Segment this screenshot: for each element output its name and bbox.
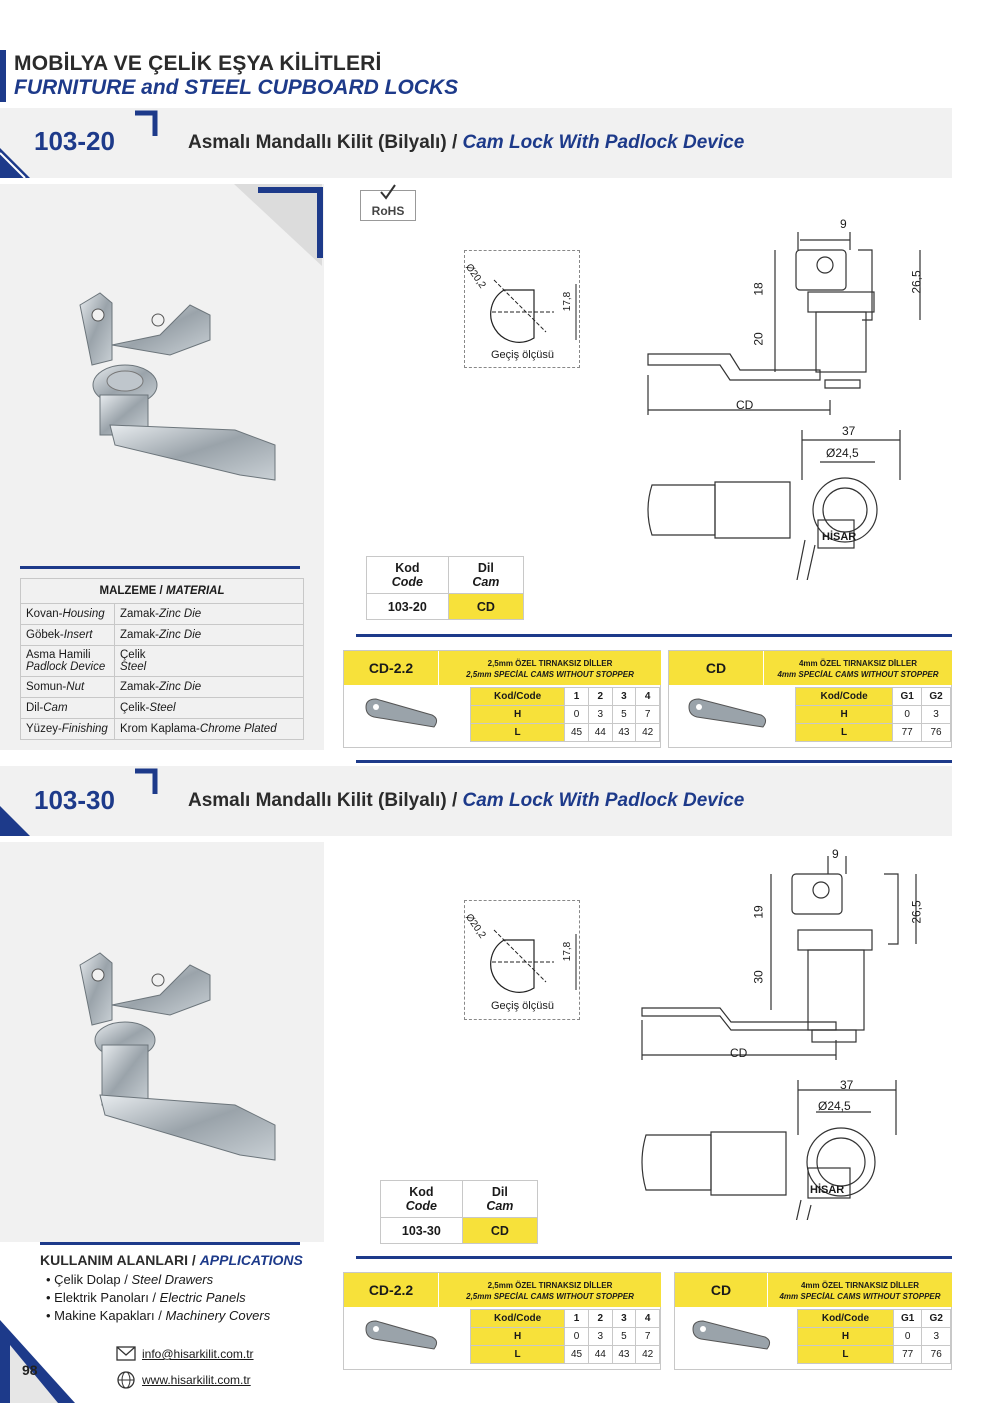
cam-title-cd22 [439, 651, 661, 685]
cam-title-en: 4mm SPECİAL CAMS WITHOUT STOPPER [779, 1292, 941, 1301]
technical-drawing-2 [636, 850, 936, 1220]
part-tr: Asma Hamili [26, 649, 91, 661]
application-item [46, 1271, 270, 1289]
cam-grid-cd [797, 1309, 951, 1364]
photo-corner-decoration [234, 184, 326, 274]
applications-rule [40, 1242, 300, 1245]
product-title-tr: Asmalı Mandallı Kilit (Bilyalı) / [188, 132, 458, 153]
col-header: 4 [636, 1310, 660, 1328]
cam-code-cd: CD [675, 1273, 767, 1307]
material-table [20, 578, 304, 740]
material-row [21, 719, 304, 740]
dim-9-label: 9 [840, 217, 847, 231]
website-link[interactable]: www.hisarkilit.com.tr [142, 1373, 251, 1387]
material-row [21, 625, 304, 646]
mat-tr: Zamak- [120, 629, 159, 641]
code-header-tr: Kod [409, 1185, 434, 1199]
part-tr: Somun- [26, 681, 67, 693]
dim-19-label: 19 [751, 905, 766, 919]
material-heading [21, 579, 304, 604]
part-en: Cam [43, 702, 68, 714]
cam-title-tr: 2,5mm ÖZEL TIRNAKSIZ DİLLER [487, 1281, 613, 1290]
row-header: H [796, 706, 893, 724]
cell: 7 [636, 1328, 660, 1346]
cell: 45 [565, 724, 589, 742]
product-title-1 [188, 132, 744, 154]
row-header: L [471, 724, 565, 742]
application-en: Machinery Covers [165, 1308, 271, 1323]
application-tr: • Çelik Dolap / [46, 1272, 128, 1287]
cam-title-tr: 4mm ÖZEL TIRNAKSIZ DİLLER [798, 659, 918, 668]
application-item [46, 1289, 270, 1307]
part-tr: Göbek- [26, 629, 64, 641]
cell: 5 [612, 706, 636, 724]
cam-header [462, 1181, 537, 1218]
row-header: H [798, 1328, 894, 1346]
mat-en: Steel [120, 661, 147, 673]
cam-cell: CD [462, 1218, 537, 1244]
dim-37-label: 37 [842, 424, 856, 438]
part-en: Padlock Device [26, 661, 106, 673]
row-header: H [471, 706, 565, 724]
cam-code-cd22: CD-2.2 [344, 651, 438, 685]
cell: 3 [922, 1328, 951, 1346]
cell: 0 [565, 706, 589, 724]
mat-tr: Zamak- [120, 608, 159, 620]
cam-header [448, 557, 523, 594]
mat-tr: Krom Kaplama- [120, 723, 200, 735]
cam-title-tr: 4mm ÖZEL TIRNAKSIZ DİLLER [800, 1281, 920, 1290]
cell: 77 [893, 1346, 922, 1364]
cam-icon-cd22 [362, 1317, 442, 1353]
cam-title-tr: 2,5mm ÖZEL TIRNAKSIZ DİLLER [487, 659, 613, 668]
cell: 76 [922, 1346, 951, 1364]
cam-panel-cd-2 [674, 1272, 952, 1370]
cam-rule-2 [356, 760, 952, 763]
col-header: 2 [588, 1310, 612, 1328]
cell: 45 [565, 1346, 589, 1364]
dim-20-label: 20 [751, 332, 766, 346]
code-cell: 103-20 [367, 594, 449, 620]
cell: 76 [922, 724, 951, 742]
cam-icon-cd22 [362, 695, 442, 731]
cam-title-cd [768, 1273, 952, 1307]
cam-cell: CD [448, 594, 523, 620]
check-icon [378, 184, 398, 200]
rohs-label: RoHS [371, 204, 405, 218]
cam-code-cd: CD [669, 651, 763, 685]
col-header: 3 [612, 1310, 636, 1328]
col-header: 4 [636, 688, 660, 706]
cam-grid-cd [795, 687, 951, 742]
brand-stamp-2: HİSAR [810, 1184, 845, 1196]
col-header: G1 [893, 1310, 922, 1328]
material-heading-en: MATERIAL [165, 585, 225, 597]
col-header: Kod/Code [471, 688, 565, 706]
cam-header-en: Cam [486, 1199, 514, 1213]
cell: 42 [636, 1346, 660, 1364]
passage-dia-2: Ø20,2 [462, 912, 488, 941]
part-en: Nut [66, 681, 85, 693]
col-header: 2 [588, 688, 612, 706]
part-tr: Dil- [26, 702, 44, 714]
cell: 0 [565, 1328, 589, 1346]
cam-title-cd [764, 651, 952, 685]
dim-30-label: 30 [751, 970, 766, 984]
cam-title-en: 2,5mm SPECİAL CAMS WITHOUT STOPPER [466, 1292, 634, 1301]
email-link[interactable]: info@hisarkilit.com.tr [142, 1347, 254, 1361]
application-en: Steel Drawers [131, 1272, 214, 1287]
product-title-en: Cam Lock With Padlock Device [462, 132, 745, 153]
cell: 7 [636, 706, 660, 724]
code-table-1 [366, 556, 524, 620]
passage-label-1: Geçiş ölçüsü [491, 349, 554, 361]
col-header: 1 [565, 1310, 589, 1328]
code-header [367, 557, 449, 594]
cam-header-tr: Dil [477, 561, 494, 575]
page-corner-decoration [0, 1320, 80, 1403]
application-en: Electric Panels [159, 1290, 246, 1305]
cell: 0 [893, 706, 922, 724]
col-header: G2 [922, 688, 951, 706]
passage-height-2: 17,8 [562, 941, 574, 962]
globe-icon [116, 1370, 136, 1390]
product-code-2: 103-30 [34, 785, 115, 815]
cam-icon-cd [685, 695, 771, 731]
dim-26-label: 26,5 [909, 270, 924, 294]
cell: 3 [588, 706, 612, 724]
dim-24-label: Ø24,5 [826, 446, 859, 460]
cell: 44 [588, 1346, 612, 1364]
cam-grid-cd22 [470, 687, 660, 742]
lock-photo-2 [70, 945, 290, 1165]
brand-stamp-1: HİSAR [822, 531, 857, 543]
dim-cd-label: CD [736, 398, 754, 412]
cam-panel-cd-1 [668, 650, 952, 748]
technical-drawing-1 [640, 220, 940, 580]
cam-grid-cd22 [470, 1309, 660, 1364]
product-code-1: 103-20 [34, 126, 115, 156]
lock-photo-1 [70, 285, 290, 495]
row-header: L [471, 1346, 565, 1364]
dim-37-label: 37 [840, 1078, 854, 1092]
material-row [21, 677, 304, 698]
part-en: Insert [63, 629, 93, 641]
dim-cd-label: CD [730, 1046, 748, 1060]
cell: 3 [922, 706, 951, 724]
cell: 43 [612, 1346, 636, 1364]
mat-en: Zinc Die [158, 608, 202, 620]
cam-rule-3 [356, 1256, 952, 1259]
applications-list [46, 1271, 270, 1325]
dim-9-label: 9 [832, 847, 839, 861]
col-header: G2 [922, 1310, 951, 1328]
cam-code-cd22: CD-2.2 [344, 1273, 438, 1307]
material-row [21, 646, 304, 677]
code-header-en: Code [405, 1199, 437, 1213]
cell: 42 [636, 724, 660, 742]
page-title-tr: MOBİLYA VE ÇELİK EŞYA KİLİTLERİ [14, 52, 382, 75]
mat-tr: Zamak- [120, 681, 159, 693]
cam-title-en: 4mm SPECİAL CAMS WITHOUT STOPPER [777, 670, 939, 679]
mat-en: Zinc Die [158, 629, 202, 641]
cam-icon-cd [689, 1317, 775, 1353]
dim-24-label: Ø24,5 [818, 1099, 851, 1113]
dim-26-label: 26,5 [909, 900, 924, 924]
cell: 3 [588, 1328, 612, 1346]
product-title-tr: Asmalı Mandallı Kilit (Bilyalı) / [188, 790, 458, 811]
part-tr: Yüzey- [26, 723, 62, 735]
col-header: 3 [612, 688, 636, 706]
cam-title-en: 2,5mm SPECİAL CAMS WITHOUT STOPPER [466, 670, 634, 679]
cell: 5 [612, 1328, 636, 1346]
cam-header-en: Cam [472, 575, 500, 589]
material-heading-tr: MALZEME / [99, 585, 163, 597]
part-tr: Kovan- [26, 608, 63, 620]
page-number: 98 [22, 1362, 38, 1378]
applications-heading-en: APPLICATIONS [199, 1252, 303, 1268]
code-header [381, 1181, 463, 1218]
cam-rule-1 [356, 634, 952, 637]
cam-title-cd22 [439, 1273, 661, 1307]
col-header: 1 [565, 688, 589, 706]
mat-tr: Çelik- [120, 702, 150, 714]
header-accent-bar [0, 50, 6, 102]
dim-18-label: 18 [751, 282, 766, 296]
row-header: L [796, 724, 893, 742]
col-header: Kod/Code [796, 688, 893, 706]
cam-panel-cd22-2 [343, 1272, 661, 1370]
applications-heading [40, 1252, 303, 1268]
part-en: Housing [62, 608, 105, 620]
code-header-en: Code [391, 575, 423, 589]
row-header: L [798, 1346, 894, 1364]
passage-label-2: Geçiş ölçüsü [491, 1000, 554, 1012]
code-table-2 [380, 1180, 538, 1244]
cell: 0 [893, 1328, 922, 1346]
mat-en: Zinc Die [158, 681, 202, 693]
code-cell: 103-30 [381, 1218, 463, 1244]
col-header: Kod/Code [471, 1310, 565, 1328]
part-en: Finishing [61, 723, 108, 735]
passage-dia-1: Ø20,2 [462, 262, 488, 291]
cam-panel-cd22-1 [343, 650, 661, 748]
passage-height-1: 17,8 [562, 291, 574, 312]
material-row [21, 604, 304, 625]
application-tr: • Elektrik Panoları / [46, 1290, 157, 1305]
cam-header-tr: Dil [491, 1185, 508, 1199]
row-header: H [471, 1328, 565, 1346]
material-row [21, 698, 304, 719]
code-header-tr: Kod [395, 561, 420, 575]
applications-heading-tr: KULLANIM ALANLARI / [40, 1252, 196, 1268]
cell: 44 [588, 724, 612, 742]
email-icon [116, 1344, 136, 1362]
product-title-en: Cam Lock With Padlock Device [462, 790, 745, 811]
col-header: G1 [893, 688, 922, 706]
product-title-2 [188, 790, 744, 812]
page-title-en: FURNITURE and STEEL CUPBOARD LOCKS [14, 76, 459, 99]
cell: 77 [893, 724, 922, 742]
mat-en: Steel [149, 702, 176, 714]
cell: 43 [612, 724, 636, 742]
material-rule [20, 566, 300, 569]
mat-en: Chrome Plated [199, 723, 277, 735]
mat-tr: Çelik [120, 649, 146, 661]
application-tr: • Makine Kapakları / [46, 1308, 162, 1323]
col-header: Kod/Code [798, 1310, 894, 1328]
